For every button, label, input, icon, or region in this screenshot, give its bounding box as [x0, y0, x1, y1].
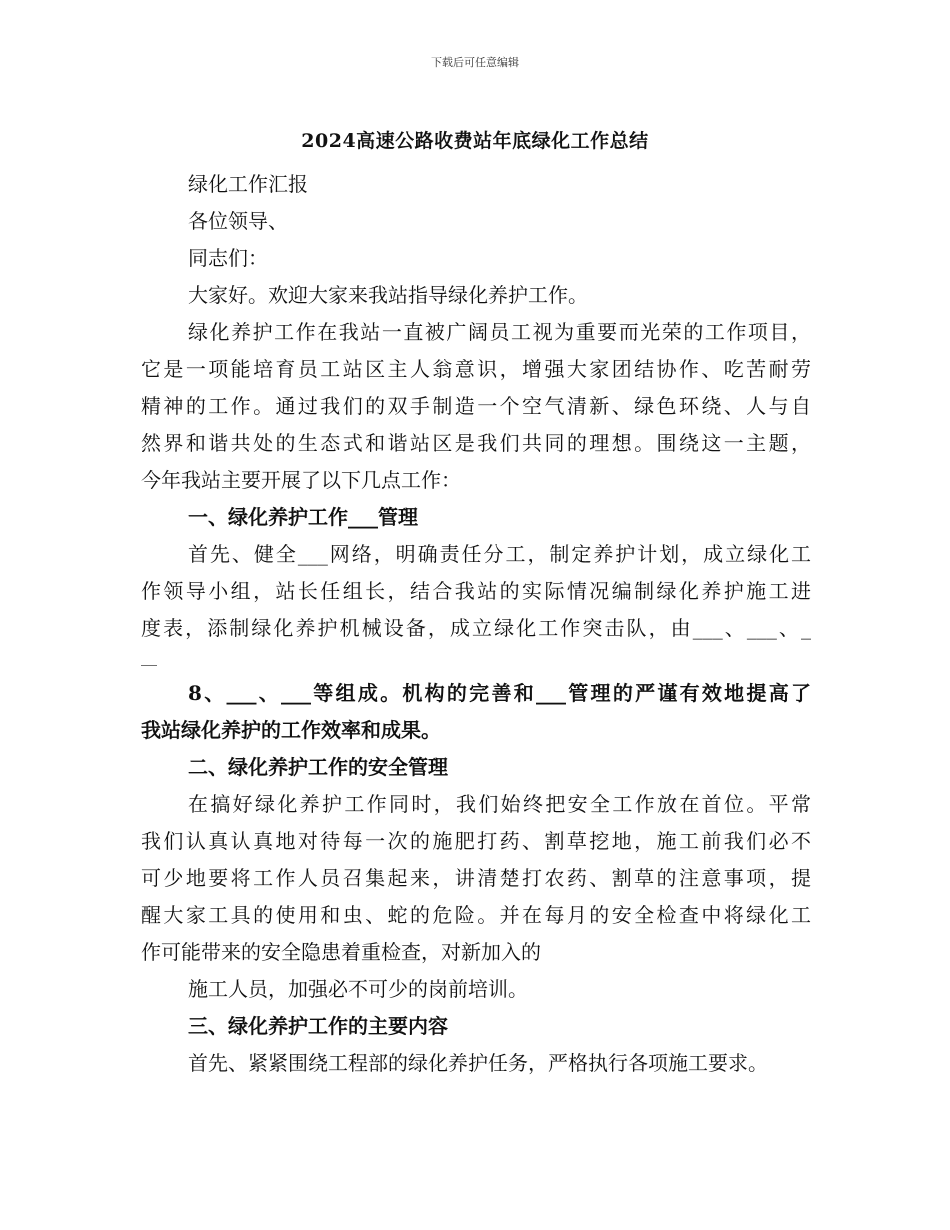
paragraph-line: 可少地要将工作人员召集起来，讲清楚打农药、割草的注意事项，提 — [141, 866, 811, 890]
paragraph-line: 醒大家工具的使用和虫、蛇的危险。并在每月的安全检查中将绿化工 — [141, 903, 811, 927]
paragraph-line: 它是一项能培育员工站区主人翁意识，增强大家团结协作、吃苦耐劳 — [141, 357, 811, 381]
paragraph-line: 作可能带来的安全隐患着重检查，对新加入的 — [141, 940, 541, 964]
section-heading: 一、绿化养护工作___管理 — [188, 505, 418, 529]
paragraph-line: 然界和谐共处的生态式和谐站区是我们共同的理想。围绕这一主题， — [141, 431, 811, 455]
document-title: 2024高速公路收费站年底绿化工作总结 — [301, 130, 649, 152]
paragraph-line: 首先、紧紧围绕工程部的绿化养护任务，严格执行各项施工要求。 — [188, 1051, 768, 1075]
paragraph-line: 各位领导、 — [188, 209, 288, 233]
paragraph-line: 我站绿化养护的工作效率和成果。 — [141, 718, 441, 742]
paragraph-line: 首先、健全___网络，明确责任分工，制定养护计划，成立绿化工 — [188, 542, 811, 566]
paragraph-line: 8、___、___等组成。机构的完善和___管理的严谨有效地提高了 — [188, 681, 811, 705]
paragraph-line: 精神的工作。通过我们的双手制造一个空气清新、绿色环绕、人与自 — [141, 394, 811, 418]
paragraph-line: 同志们： — [188, 246, 268, 270]
section-heading: 二、绿化养护工作的安全管理 — [188, 755, 448, 779]
paragraph-line: 度表，添制绿化养护机械设备，成立绿化工作突击队，由___、___、_ — [141, 616, 811, 640]
paragraph-line: 绿化养护工作在我站一直被广阔员工视为重要而光荣的工作项目， — [188, 320, 811, 344]
paragraph-line: 作领导小组，站长任组长，结合我站的实际情况编制绿化养护施工进 — [141, 579, 811, 603]
paragraph-line: __ — [141, 647, 157, 666]
paragraph-line: 在搞好绿化养护工作同时，我们始终把安全工作放在首位。平常 — [188, 792, 811, 816]
section-heading: 三、绿化养护工作的主要内容 — [188, 1014, 448, 1038]
paragraph-line: 今年我站主要开展了以下几点工作： — [141, 468, 461, 492]
paragraph-line: 施工人员，加强必不可少的岗前培训。 — [188, 977, 528, 1001]
document-body — [141, 166, 811, 1082]
paragraph-line: 我们认真认真地对待每一次的施肥打药、割草挖地，施工前我们必不 — [141, 829, 811, 853]
paragraph-line: 绿化工作汇报 — [188, 172, 308, 196]
header-note: 下载后可任意编辑 — [431, 56, 519, 69]
paragraph-line: 大家好。欢迎大家来我站指导绿化养护工作。 — [188, 283, 588, 307]
